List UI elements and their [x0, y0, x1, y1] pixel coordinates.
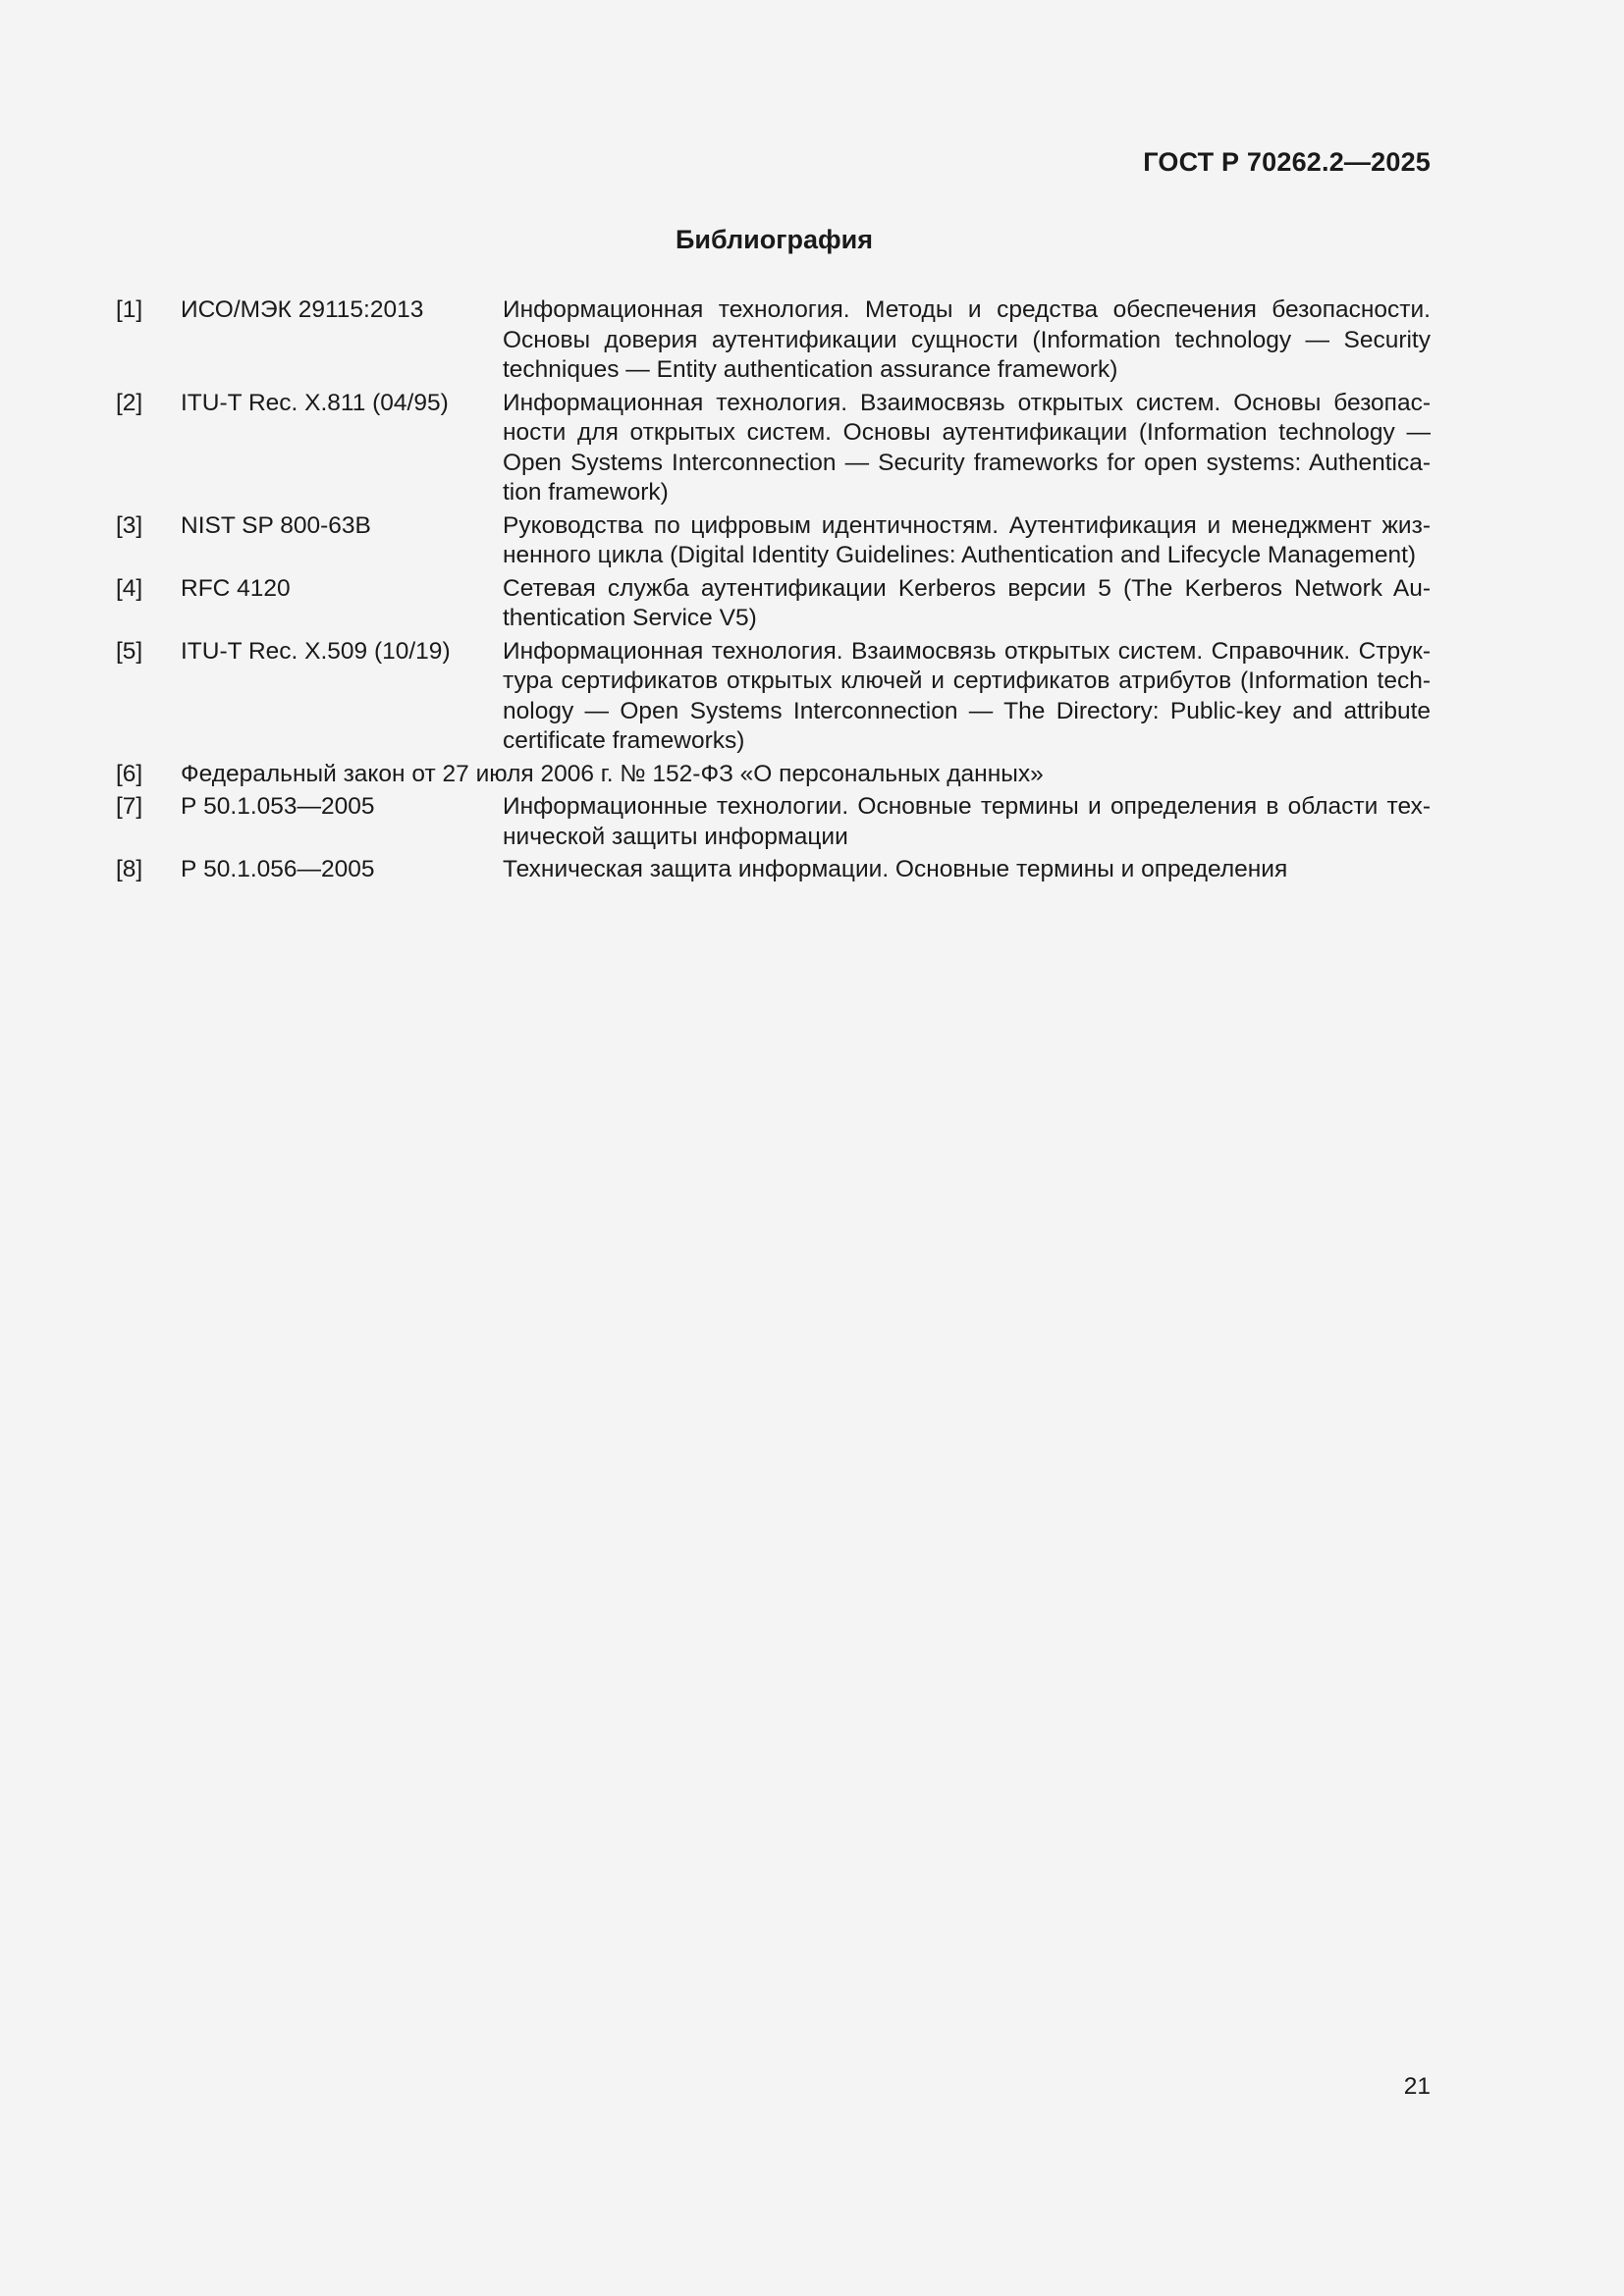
bibliography-list — [116, 295, 1431, 888]
entry-code: ITU-T Rec. X.509 (10/19) — [181, 637, 451, 665]
entry-number: [5] — [116, 637, 143, 665]
entry-code: Р 50.1.053—2005 — [181, 793, 375, 820]
bibliography-entry — [116, 389, 1431, 508]
entry-number: [2] — [116, 389, 143, 416]
entry-code: NIST SP 800-63B — [181, 511, 371, 539]
entry-description: Руководства по цифровым идентичностям. Аутентификация и менеджмент жизненного цикла (Digital Identity Guidelines: Authentication and Lifecycle Management) — [503, 511, 1431, 568]
entry-code: RFC 4120 — [181, 574, 291, 602]
section-title: Библиография — [676, 225, 873, 254]
entry-code: ИСО/МЭК 29115:2013 — [181, 296, 424, 323]
entry-number: [4] — [116, 574, 143, 602]
entry-number: [3] — [116, 511, 143, 539]
entry-description: Информационная технология. Методы и средства обеспечения безопасности. Основы доверия аутентификации сущности (Information technology — Security techniques — Entity authentication assurance framework) — [503, 296, 1431, 383]
entry-description: Информационная технология. Взаимосвязь открытых систем. Справочник. Структура сертификатов открытых ключей и сертификатов атрибутов (Information technology — Open Systems Interconnection — The Directory: Public-key and attribute certificate frameworks) — [503, 637, 1431, 754]
entry-number: [6] — [116, 760, 143, 787]
bibliography-entry — [116, 792, 1431, 852]
entry-number: [1] — [116, 296, 143, 323]
bibliography-entry — [116, 760, 1431, 790]
bibliography-entry — [116, 574, 1431, 634]
entry-description: Сетевая служба аутентификации Kerberos версии 5 (The Kerberos Network Authentication Service V5) — [503, 574, 1431, 631]
entry-code: ITU-T Rec. X.811 (04/95) — [181, 389, 449, 416]
page-number: 21 — [1403, 2073, 1431, 2100]
entry-description: Техническая защита информации. Основные термины и определения — [503, 856, 1288, 882]
bibliography-entry — [116, 295, 1431, 386]
entry-number: [7] — [116, 793, 143, 820]
entry-description: Информационные технологии. Основные термины и определения в области технической защиты информации — [503, 793, 1431, 850]
entry-full-text: Федеральный закон от 27 июля 2006 г. № 152-ФЗ «О персональных данных» — [181, 760, 1044, 787]
bibliography-entry — [116, 855, 1431, 885]
entry-description: Информационная технология. Взаимосвязь открытых систем. Основы безопасности для открытых систем. Основы аутентификации (Information technology — Open Systems Interconnection — Security frameworks for open systems: Authentication framework) — [503, 389, 1431, 506]
entry-number: [8] — [116, 856, 143, 882]
standard-designation: ГОСТ Р 70262.2—2025 — [1143, 147, 1431, 177]
entry-code: Р 50.1.056—2005 — [181, 856, 375, 882]
bibliography-entry — [116, 511, 1431, 571]
bibliography-entry — [116, 637, 1431, 757]
